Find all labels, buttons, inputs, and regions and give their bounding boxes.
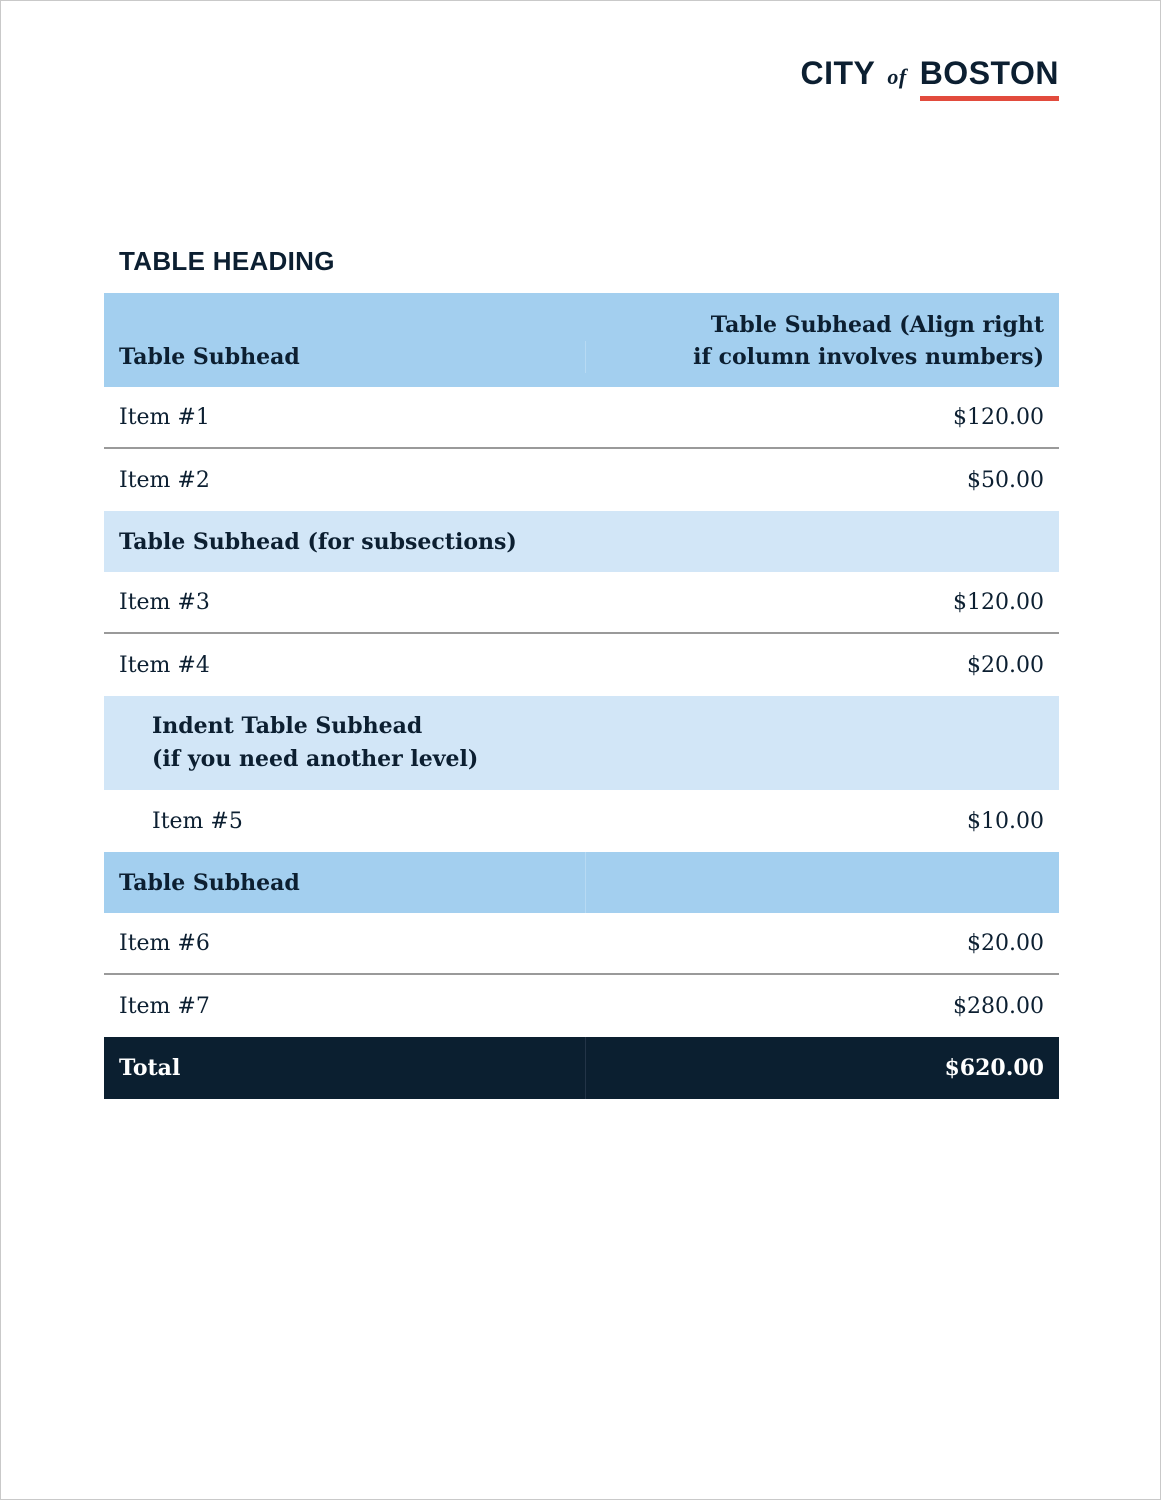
table-subhead: Table Subhead bbox=[104, 852, 586, 913]
header-col2-line2: if column involves numbers) bbox=[693, 344, 1044, 370]
logo-boston bbox=[920, 55, 1059, 94]
row-label: Item #6 bbox=[119, 930, 210, 956]
total-label: Total bbox=[104, 1037, 586, 1099]
data-table bbox=[104, 293, 1059, 1099]
logo-of: of bbox=[887, 64, 907, 89]
indent-subhead-line2: (if you need another level) bbox=[152, 746, 479, 772]
indent-subhead-line1: Indent Table Subhead bbox=[152, 713, 423, 739]
row-label: Item #5 bbox=[152, 808, 243, 834]
row-label: Item #4 bbox=[119, 652, 210, 678]
table-row bbox=[104, 449, 1059, 511]
total-value: $620.00 bbox=[944, 1055, 1044, 1081]
row-value: $50.00 bbox=[967, 467, 1044, 493]
table-subhead-row bbox=[104, 852, 1059, 913]
table-row bbox=[104, 913, 1059, 975]
logo-city: CITY bbox=[800, 55, 876, 91]
subsection-subhead-row bbox=[104, 511, 1059, 572]
table-row bbox=[104, 634, 1059, 696]
row-label: Item #1 bbox=[119, 404, 210, 430]
row-label: Item #7 bbox=[119, 993, 210, 1019]
row-value: $20.00 bbox=[967, 652, 1044, 678]
logo-boston-text: BOSTON bbox=[919, 55, 1059, 91]
indent-subhead bbox=[104, 710, 1059, 776]
total-row bbox=[104, 1037, 1059, 1099]
city-of-boston-logo bbox=[800, 55, 1059, 94]
row-label: Item #3 bbox=[119, 589, 210, 615]
logo-underline bbox=[920, 96, 1059, 101]
row-value: $10.00 bbox=[967, 808, 1044, 834]
table-row bbox=[104, 387, 1059, 449]
row-value: $120.00 bbox=[953, 404, 1044, 430]
row-value: $280.00 bbox=[953, 993, 1044, 1019]
row-label: Item #2 bbox=[119, 467, 210, 493]
table-row bbox=[104, 572, 1059, 634]
row-value: $20.00 bbox=[967, 930, 1044, 956]
indent-subhead-row bbox=[104, 696, 1059, 790]
table-row bbox=[104, 975, 1059, 1037]
row-value: $120.00 bbox=[953, 589, 1044, 615]
header-col1: Table Subhead bbox=[104, 341, 586, 373]
subsection-subhead: Table Subhead (for subsections) bbox=[119, 528, 517, 555]
table-header-row bbox=[104, 293, 1059, 387]
table-row bbox=[104, 790, 1059, 852]
header-col2-line1: Table Subhead (Align right bbox=[710, 312, 1044, 338]
table-heading: TABLE HEADING bbox=[119, 246, 335, 276]
header-col2 bbox=[586, 309, 1059, 373]
